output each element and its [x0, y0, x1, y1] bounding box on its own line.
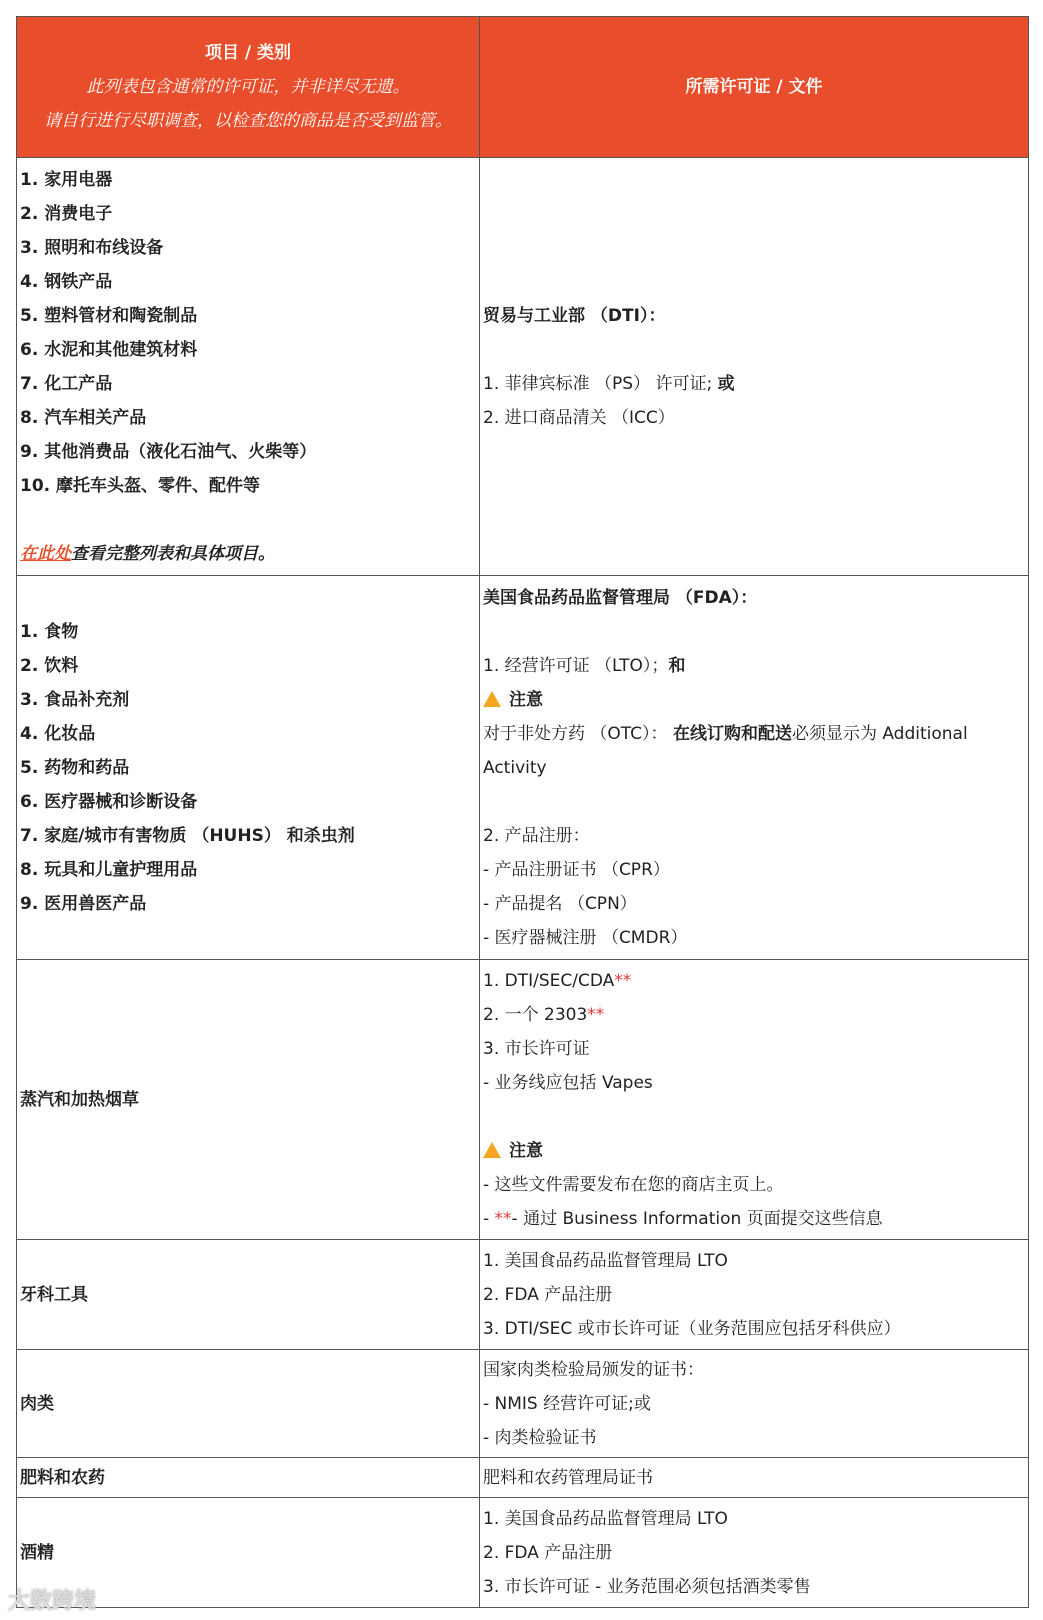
requirement: - NMIS 经营许可证;或 — [483, 1393, 651, 1414]
list-item: 1. 家用电器 — [20, 169, 113, 190]
requirement-cell — [480, 158, 1029, 576]
category-cell: 牙科工具 — [17, 1240, 480, 1350]
list-item: 8. 汽车相关产品 — [20, 407, 147, 428]
list-item: 4. 化妆品 — [20, 723, 96, 744]
list-item: 7. 化工产品 — [20, 373, 113, 394]
sub-item: - 医疗器械注册 （CMDR） — [483, 927, 688, 948]
sub-item: - 产品提名 （CPN） — [483, 893, 637, 914]
note-text: - 这些文件需要发布在您的商店主页上。 — [483, 1174, 784, 1195]
asterisk: ** — [614, 970, 632, 991]
otc-text: 对于非处方药 （OTC）： — [483, 723, 673, 744]
list-item: 6. 水泥和其他建筑材料 — [20, 339, 198, 360]
requirement: 1. DTI/SEC/CDA — [483, 970, 615, 991]
sub-item: - 业务线应包括 Vapes — [483, 1072, 653, 1093]
table-row — [17, 576, 1029, 960]
header-requirements: 所需许可证 / 文件 — [480, 17, 1029, 158]
requirement: 2. FDA 产品注册 — [483, 1542, 613, 1563]
requirement: 1. 菲律宾标准 （PS） 许可证; — [483, 373, 718, 394]
list-item: 10. 摩托车头盔、零件、配件等 — [20, 475, 261, 496]
requirement-cell — [480, 1498, 1029, 1608]
category-cell: 肥料和农药 — [17, 1458, 480, 1498]
list-item: 3. 照明和布线设备 — [20, 237, 164, 258]
table-row — [17, 158, 1029, 576]
and-text: 和 — [668, 655, 686, 676]
note-label: 注意 — [509, 1140, 543, 1161]
list-item: 4. 钢铁产品 — [20, 271, 113, 292]
full-list-link[interactable]: 在此处 — [20, 543, 71, 564]
table-row — [17, 1240, 1029, 1350]
requirement: 1. 美国食品药品监督管理局 LTO — [483, 1250, 728, 1271]
requirement-cell: 肥料和农药管理局证书 — [480, 1458, 1029, 1498]
category-cell: 酒精 — [17, 1498, 480, 1608]
requirement: 国家肉类检验局颁发的证书： — [483, 1359, 704, 1380]
otc-bold: 在线订购和配送 — [672, 723, 792, 744]
requirement: 2. 一个 2303 — [483, 1004, 588, 1025]
header-row — [17, 17, 1029, 158]
category-cell: 蒸汽和加热烟草 — [17, 960, 480, 1240]
table-row — [17, 1458, 1029, 1498]
requirement-cell — [480, 576, 1029, 960]
warning-icon — [483, 1142, 501, 1158]
header-category — [17, 17, 480, 158]
requirement: 3. 市长许可证 - 业务范围必须包括酒类零售 — [483, 1576, 811, 1597]
table-row — [17, 1498, 1029, 1608]
requirement-cell — [480, 960, 1029, 1240]
category-cell — [17, 576, 480, 960]
list-item: 7. 家庭/城市有害物质 （HUHS） 和杀虫剂 — [20, 825, 355, 846]
link-suffix: 查看完整列表和具体项目。 — [71, 543, 275, 564]
list-item: 9. 医用兽医产品 — [20, 893, 147, 914]
otc-suffix: 必须显示为 Additional Activity — [483, 723, 968, 778]
list-item: 1. 食物 — [20, 621, 79, 642]
col1-title: 项目 / 类别 — [204, 43, 292, 63]
requirement: 1. 经营许可证 （LTO）； — [483, 655, 669, 676]
license-table — [16, 16, 1029, 1608]
list-item: 2. 消费电子 — [20, 203, 113, 224]
col1-note2: 请自行进行尽职调查，以检查您的商品是否受到监管。 — [44, 111, 452, 131]
list-item: 2. 饮料 — [20, 655, 79, 676]
sub-item: - 产品注册证书 （CPR） — [483, 859, 670, 880]
asterisk: ** — [494, 1208, 512, 1229]
requirement: 3. DTI/SEC 或市长许可证（业务范围应包括牙科供应） — [483, 1318, 901, 1339]
requirement: 1. 美国食品药品监督管理局 LTO — [483, 1508, 728, 1529]
list-item: 8. 玩具和儿童护理用品 — [20, 859, 198, 880]
requirement-cell — [480, 1240, 1029, 1350]
requirement-cell — [480, 1350, 1029, 1458]
col1-note1: 此列表包含通常的许可证，并非详尽无遗。 — [86, 77, 410, 97]
agency: 贸易与工业部 （DTI）： — [483, 305, 666, 326]
table-row — [17, 960, 1029, 1240]
note-label: 注意 — [509, 689, 543, 710]
category-cell: 肉类 — [17, 1350, 480, 1458]
requirement: 2. FDA 产品注册 — [483, 1284, 613, 1305]
note-text: - 通过 Business Information 页面提交这些信息 — [511, 1208, 883, 1229]
or-text: 或 — [717, 373, 735, 394]
requirement: 3. 市长许可证 — [483, 1038, 590, 1059]
requirement: 2. 产品注册： — [483, 825, 590, 846]
list-item: 5. 塑料管材和陶瓷制品 — [20, 305, 198, 326]
list-item: 5. 药物和药品 — [20, 757, 130, 778]
asterisk: ** — [587, 1004, 605, 1025]
category-cell — [17, 158, 480, 576]
requirement: 2. 进口商品清关 （ICC） — [483, 407, 675, 428]
watermark: 大数跨境 — [8, 1589, 97, 1614]
dash: - — [483, 1208, 495, 1229]
list-item: 6. 医疗器械和诊断设备 — [20, 791, 198, 812]
list-item: 3. 食品补充剂 — [20, 689, 130, 710]
warning-icon — [483, 691, 501, 707]
table-row — [17, 1350, 1029, 1458]
agency: 美国食品药品监督管理局 （FDA）： — [483, 587, 758, 608]
list-item: 9. 其他消费品（液化石油气、火柴等） — [20, 441, 317, 462]
requirement: - 肉类检验证书 — [483, 1427, 597, 1448]
